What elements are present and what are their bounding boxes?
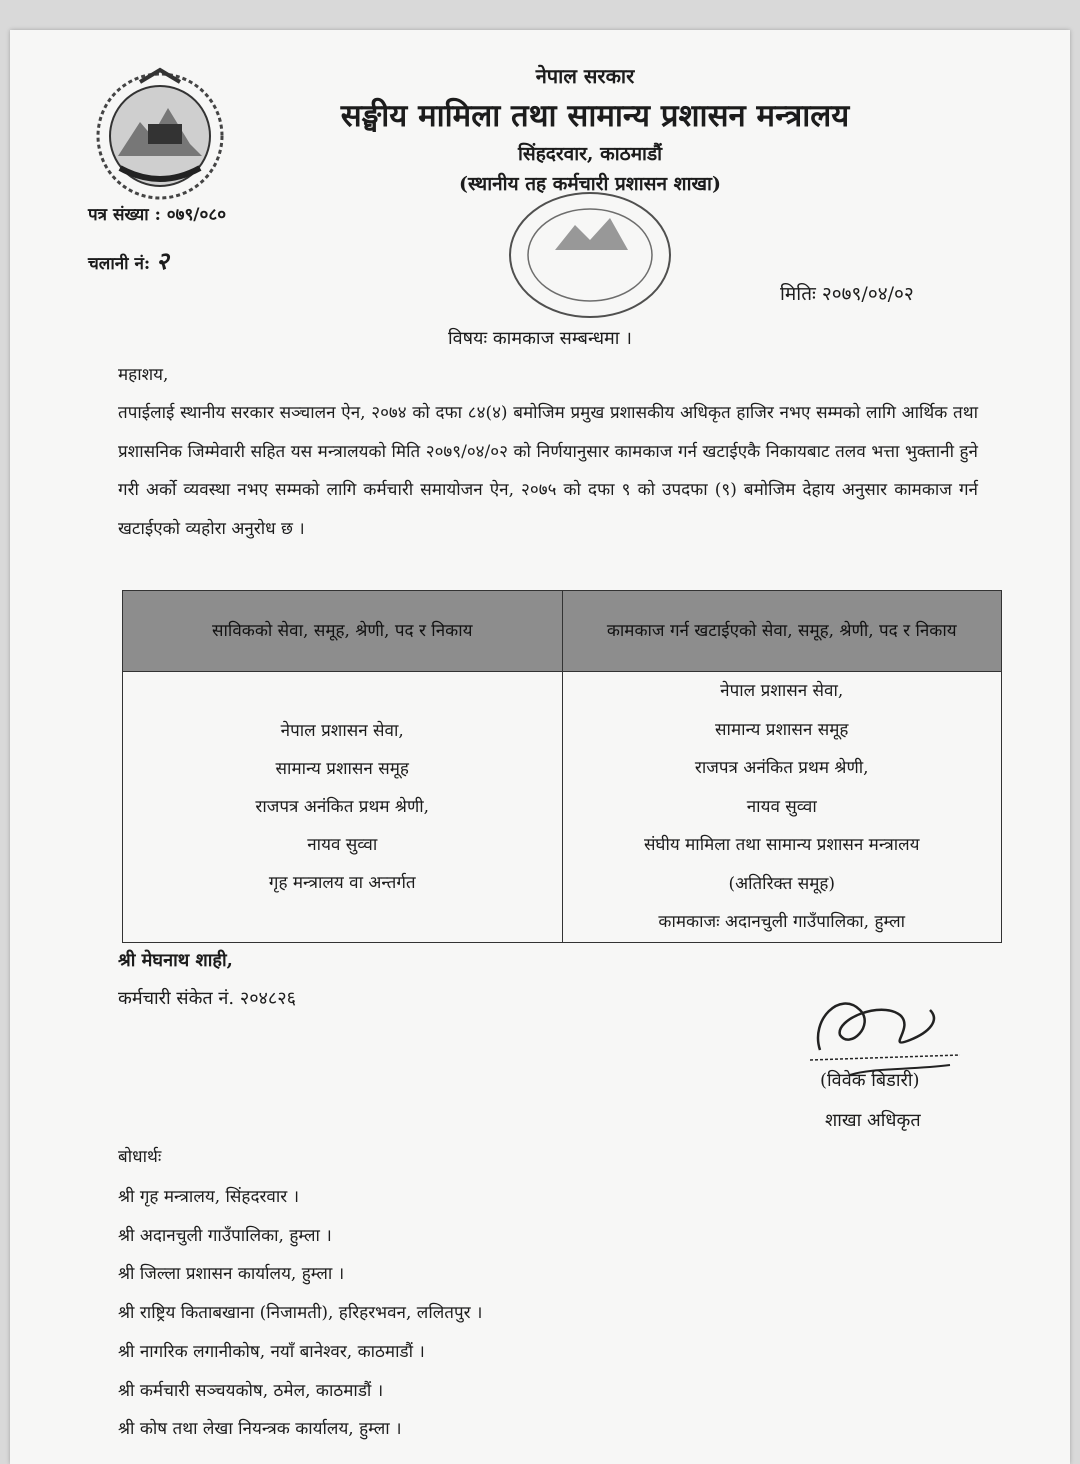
cell-line: कामकाजः अदानचुली गाउँपालिका, हुम्ला bbox=[658, 912, 906, 933]
cell-line: नेपाल प्रशासन सेवा, bbox=[280, 721, 404, 741]
signer-name: (विवेक बिडारी) bbox=[820, 1070, 920, 1091]
table-header-assigned: कामकाज गर्न खटाईएको सेवा, समूह, श्रेणी, पद र निकाय bbox=[562, 591, 1002, 672]
list-item: श्री नागरिक लगानीकोष, नयाँ बानेश्वर, काठमाडौं । bbox=[118, 1341, 425, 1362]
cc-label: बोधार्थः bbox=[118, 1147, 162, 1167]
transfer-table bbox=[122, 590, 1002, 943]
cell-line: सामान्य प्रशासन समूह bbox=[715, 719, 849, 740]
cell-line: नायव सुव्वा bbox=[746, 796, 817, 817]
greeting: महाशय, bbox=[118, 365, 169, 385]
cell-line: संघीय मामिला तथा सामान्य प्रशासन मन्त्रालय bbox=[643, 835, 920, 856]
letter-date: मितिः २०७९/०४/०२ bbox=[780, 283, 914, 305]
cc-list bbox=[118, 1178, 482, 1449]
previous-position-cell bbox=[123, 672, 563, 943]
letter-body: तपाईलाई स्थानीय सरकार सञ्चालन ऐन, २०७४ को दफा ८४(४) बमोजिम प्रमुख प्रशासकीय अधिकृत हाजिर नभए सम्मको लागि आर्थिक तथा प्रशासनिक जिम्मेवारी सहित यस मन्त्रालयको मिति २०७९/०४/०२ को निर्णयानुसार कामकाज गर्न खटाईएकै निकायबाट तलव भत्ता भुक्तानी हुने गरी अर्को व्यवस्था नभए सम्मको लागि कर्मचारी समायोजन ऐन, २०७५ को दफा ९ को उपदफा (९) बमोजिम देहाय अनुसार कामकाज गर्न खटाईएको व्यहोरा अनुरोध छ । bbox=[118, 403, 978, 539]
letter-sheet bbox=[10, 30, 1070, 1464]
cell-line: सामान्य प्रशासन समूह bbox=[275, 759, 409, 779]
office-stamp-icon bbox=[500, 180, 680, 330]
employee-code: कर्मचारी संकेत नं. २०४८२६ bbox=[118, 988, 296, 1009]
government-name: नेपाल सरकार bbox=[535, 64, 635, 88]
dispatch-number: चलानी नं: २ bbox=[88, 247, 169, 275]
ministry-title: सङ्घीय मामिला तथा सामान्य प्रशासन मन्त्रालय bbox=[340, 98, 850, 134]
list-item: श्री कर्मचारी सञ्चयकोष, ठमेल, काठमाडौं । bbox=[118, 1380, 384, 1401]
cell-line: (अतिरिक्त समूह) bbox=[728, 873, 836, 894]
list-item: श्री राष्ट्रिय किताबखाना (निजामती), हरिहरभवन, ललितपुर । bbox=[118, 1303, 483, 1324]
cell-line: नेपाल प्रशासन सेवा, bbox=[720, 681, 844, 702]
cell-line: राजपत्र अनंकित प्रथम श्रेणी, bbox=[694, 758, 869, 779]
list-item: श्री कोष तथा लेखा नियन्त्रक कार्यालय, हुम्ला । bbox=[118, 1419, 402, 1440]
cell-line: राजपत्र अनंकित प्रथम श्रेणी, bbox=[255, 797, 430, 817]
employee-name: श्री मेघनाथ शाही, bbox=[118, 950, 233, 971]
cell-line: गृह मन्त्रालय वा अन्तर्गत bbox=[268, 873, 416, 893]
list-item: श्री अदानचुली गाउँपालिका, हुम्ला । bbox=[118, 1225, 332, 1246]
ministry-address: सिंहदरवार, काठमाडौं bbox=[517, 143, 663, 165]
signer-title: शाखा अधिकृत bbox=[825, 1110, 921, 1131]
cell-line: नायव सुव्वा bbox=[307, 835, 378, 855]
branch-name: (स्थानीय तह कर्मचारी प्रशासन शाखा) bbox=[459, 173, 721, 195]
table-header-previous: साविकको सेवा, समूह, श्रेणी, पद र निकाय bbox=[123, 591, 563, 672]
list-item: श्री जिल्ला प्रशासन कार्यालय, हुम्ला । bbox=[118, 1264, 345, 1285]
letter-subject: विषयः कामकाज सम्बन्धमा । bbox=[447, 328, 632, 349]
list-item: श्री गृह मन्त्रालय, सिंहदरवार । bbox=[118, 1187, 300, 1207]
assigned-position-cell bbox=[562, 672, 1002, 943]
reference-number: पत्र संख्या : ०७९/०८० bbox=[88, 205, 227, 225]
